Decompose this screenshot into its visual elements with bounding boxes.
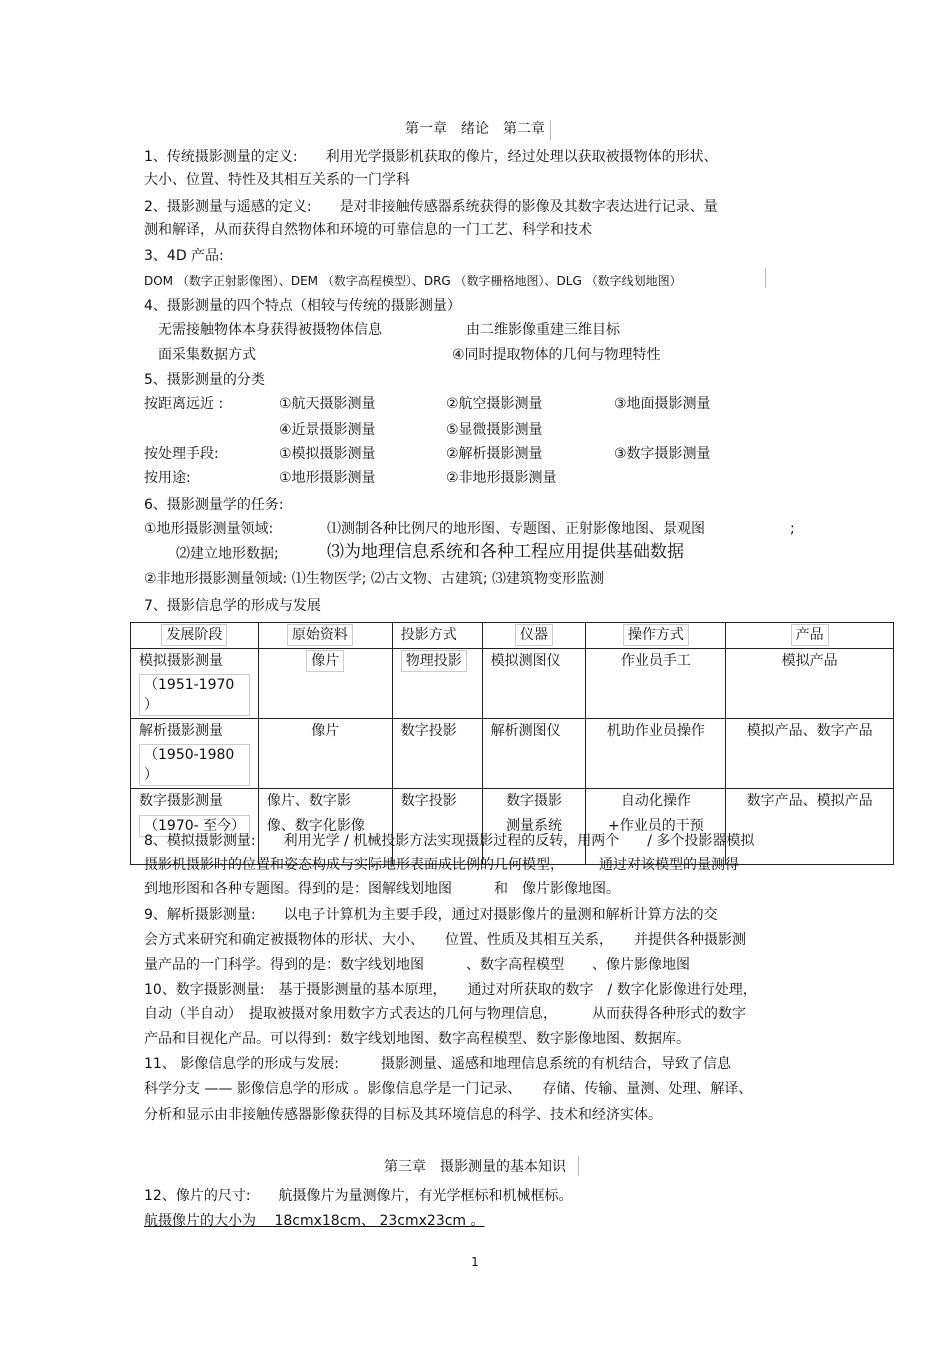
operation-line2: +作业员的干预 [607,818,704,834]
q5-r2-a: ④近景摄影测量 [279,422,376,438]
stage-period: （1951-1970 ） [139,674,250,716]
q10-line1: 10、数字摄影测量: 基于摄影测量的基本原理， 通过对所获取的数字 / 数字化影像进行处理， [144,982,757,998]
q11-line3: 分析和显示由非接触传感器影像获得的目标及其环境信息的科学、技术和经济实体。 [144,1107,662,1123]
stage-name: 数字摄影测量 [139,793,223,809]
operation: 作业员手工 [620,653,691,669]
q5-r1-a: ①航天摄影测量 [279,396,376,412]
instrument-line1: 数字摄影 [506,793,563,809]
header-projection: 投影方式 [400,627,457,643]
q8-line2: 摄影机摄影时的位置和姿态构成与实际地形表面成比例的几何模型， 通过对该模型的量测得 [144,857,739,873]
q2-line1: 2、摄影测量与遥感的定义: 是对非接触传感器系统获得的影像及其数字表达进行记录、量 [144,199,718,215]
q12-line2: 航摄像片的大小为 18cmx18cm、 23cmx23cm 。 [144,1213,485,1229]
q5-r4-a: ①地形摄影测量 [279,470,376,486]
material: 像片 [311,723,340,739]
q12-line1: 12、像片的尺寸: 航摄像片为量测像片，有光学框标和机械框标。 [144,1188,573,1204]
material: 像片 [306,650,344,672]
q6-line1-semicolon: ; [790,521,795,537]
table-header-row [131,623,894,649]
development-table [130,622,894,865]
q9-line3: 量产品的一门科学。得到的是：数字线划地图 、数字高程模型 、像片影像地图 [144,957,690,973]
q1-line1: 1、传统摄影测量的定义: 利用光学摄影机获取的像片，经过处理以获取被摄物体的形状、 [144,149,718,165]
q9-line2: 会方式来研究和确定被摄物体的形状、大小、 位置、性质及其相互关系， 并提供各种摄影测 [144,932,746,948]
q10-line2: 自动（半自动） 提取被摄对象用数字方式表达的几何与物理信息， 从而获得各种形式的数字 [144,1006,746,1022]
q6-line2-label: ⑵建立地形数据; [176,546,279,562]
projection: 数字投影 [400,793,457,809]
q4-title: 4、摄影测量的四个特点（相较与传统的摄影测量） [144,298,461,314]
q4-item-2: 由二维影像重建三维目标 [466,322,620,338]
q6-line1-label: ①地形摄影测量领域: [144,521,274,537]
q5-r4-b: ②非地形摄影测量 [446,470,557,486]
q8-line1: 8、模拟摄影测量: 利用光学 / 机械投影方法实现摄影过程的反转，用两个 / 多个投影器模拟 [144,833,755,849]
q2-line2: 测和解译，从而获得自然物体和环境的可靠信息的一门工艺、科学和技术 [144,222,592,238]
stage-name: 模拟摄影测量 [139,653,223,669]
q5-r4-label: 按用途: [144,470,191,486]
chapter1-title: 第一章 绪论 第二章 [405,121,545,137]
instrument-line2: 测量系统 [506,818,563,834]
table-row [131,649,894,719]
table-row [131,719,894,789]
material-line2: 像、数字化影像 [266,818,365,834]
q4-item-3: 面采集数据方式 [158,347,256,363]
q5-title: 5、摄影测量的分类 [144,372,265,388]
stage-name: 解析摄影测量 [139,723,223,739]
header-material: 原始资料 [287,624,353,646]
table-row [131,789,894,865]
q3-products: DOM （数字正射影像图）、DEM （数字高程模型）、DRG （数字栅格地图）、DLG （数字线划地图） [144,274,682,288]
instrument: 解析测图仪 [490,723,561,739]
chapter3-title: 第三章 摄影测量的基本知识 [384,1159,566,1175]
instrument: 模拟测图仪 [490,653,561,669]
q1-line2: 大小、位置、特性及其相互关系的一门学科 [144,172,410,188]
q5-r1-b: ②航空摄影测量 [446,396,543,412]
q7-title: 7、摄影信息学的形成与发展 [144,598,321,614]
q6-line3: ②非地形摄影测量领域: ⑴生物医学; ⑵古文物、古建筑; ⑶建筑物变形监测 [144,571,605,587]
material-line1: 像片、数字影 [266,793,351,809]
projection: 数字投影 [400,723,457,739]
header-product: 产品 [791,624,829,646]
header-stage: 发展阶段 [161,624,227,646]
q6-title: 6、摄影测量学的任务: [144,497,284,513]
q3-title: 3、4D 产品: [144,248,224,264]
page-number: 1 [471,1255,479,1269]
product: 数字产品、模拟产品 [746,793,873,809]
q11-line2: 科学分支 —— 影像信息学的形成 。影像信息学是一门记录、 存储、传输、量测、处理、解译、 [144,1081,753,1097]
stage-period: （1970- 至今） [139,815,250,837]
q5-r3-label: 按处理手段: [144,446,219,462]
header-instrument: 仪器 [515,624,553,646]
q10-line3: 产品和目视化产品。可以得到：数字线划地图、数字高程模型、数字影像地图、数据库。 [144,1031,690,1047]
q4-item-4: ④同时提取物体的几何与物理特性 [452,347,661,363]
q5-r3-b: ②解析摄影测量 [446,446,543,462]
q5-r1-c: ③地面摄影测量 [614,396,711,412]
product: 模拟产品 [781,653,838,669]
operation: 机助作业员操作 [606,723,705,739]
q9-line1: 9、解析摄影测量: 以电子计算机为主要手段，通过对摄影像片的量测和解析计算方法的交 [144,907,718,923]
stage-period: （1950-1980 ） [139,744,250,786]
q8-line3: 到地形图和各种专题图。得到的是：图解线划地图 和 像片影像地图。 [144,881,620,897]
q4-item-1: 无需接触物体本身获得被摄物体信息 [158,322,382,338]
q5-r2-b: ⑤显微摄影测量 [446,422,543,438]
operation-line1: 自动化操作 [620,793,691,809]
q5-r1-label: 按距离远近 : [144,396,224,412]
q11-line1: 11、 影像信息学的形成与发展: 摄影测量、遥感和地理信息系统的有机结合，导致了信息 [144,1056,731,1072]
q6-line2-text: ⑶为地理信息系统和各种工程应用提供基础数据 [327,542,684,562]
product: 模拟产品、数字产品 [746,723,873,739]
q6-line1-text: ⑴测制各种比例尺的地形图、专题图、正射影像地图、景观图 [327,521,705,537]
projection: 物理投影 [401,650,467,672]
q5-r3-a: ①模拟摄影测量 [279,446,376,462]
q5-r3-c: ③数字摄影测量 [614,446,711,462]
header-operation: 操作方式 [623,624,689,646]
